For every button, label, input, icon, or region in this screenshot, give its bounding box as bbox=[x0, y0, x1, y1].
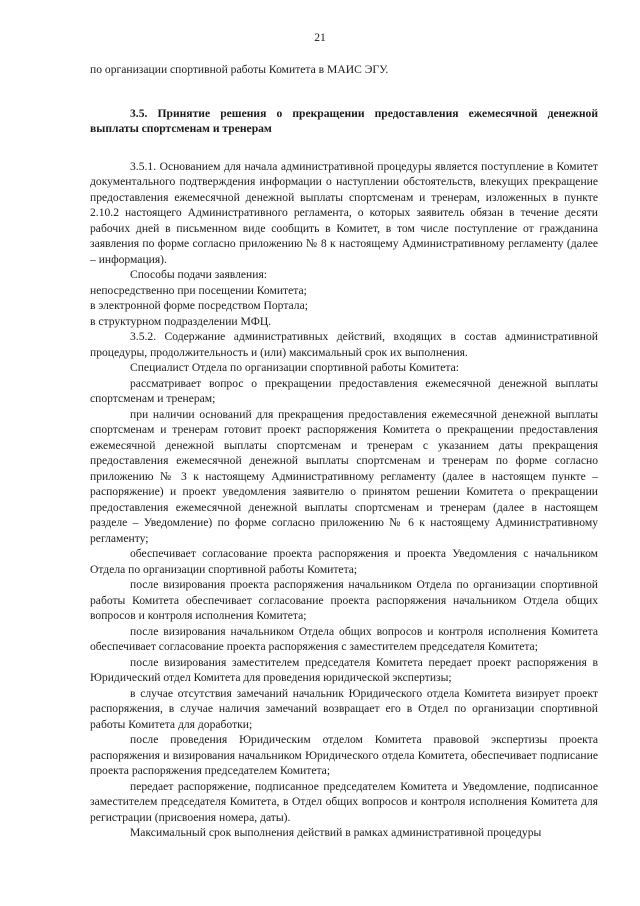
list-item-considers: рассматривает вопрос о прекращении предоставления ежемесячной денежной выплаты спортсменам и тренерам; bbox=[90, 376, 598, 405]
list-item-signing: после проведения Юридическим отделом Комитета правовой экспертизы проекта распоряжения и визирования начальником Юридического отдела Комитета, обеспечивает подписание проекта распоряжения председателем Комитета; bbox=[90, 733, 598, 777]
paragraph-3-5-1: 3.5.1. Основанием для начала административной процедуры является поступление в Комитет документального подтверждения информации о наступлении обстоятельств, влекущих прекращение предоставления ежемесячной денежной выплаты спортсменам и тренерам, изложенных в пункте 2.10.2 настоящего Административного регламента, о которых заявитель обязан в течение десяти рабочих дней в письменном виде сообщить в Комитет, в том числе поступление от гражданина заявления по форме согласно приложению № 8 к настоящему Административному регламенту (далее – информация). bbox=[90, 159, 598, 266]
paragraph-max-term: Максимальный срок выполнения действий в рамках административной процедуры bbox=[130, 826, 542, 839]
list-item-prepares-draft: при наличии оснований для прекращения предоставления ежемесячной денежной выплаты спортсменам и тренерам готовит проект распоряжения Комитета о прекращении предоставления ежемесячной денежной выплаты спортсменам и тренерам с указанием даты прекращения предоставления ежемесячной денежной выплаты спортсменам и тренерам по форме согласно приложению № 3 к настоящему Административному регламенту (далее в настоящем пункте – распоряжение) и проект уведомления заявителю о принятом решении Комитета о прекращении предоставления ежемесячной денежной выплаты спортсменам и тренерам (далее в настоящем разделе – Уведомление) по форме согласно приложению № 6 к настоящему Административному регламенту; bbox=[90, 407, 598, 545]
paragraph-specialist: Специалист Отдела по организации спортивной работы Комитета: bbox=[130, 361, 459, 374]
page-number: 21 bbox=[314, 31, 326, 44]
list-item-registration: передает распоряжение, подписанное председателем Комитета и Уведомление, подписанное заместителем председателя Комитета, в Отдел общих вопросов и контроля исполнения Комитета для регистрации (присвоения номера, даты). bbox=[90, 779, 598, 824]
list-item-after-visa-head: после визирования проекта распоряжения начальником Отдела по организации спортивной работы Комитета обеспечивает согласование проекта распоряжения начальником Отдела общих вопросов и контроля исполнения Комитета; bbox=[90, 578, 598, 622]
list-item-after-visa-general: после визирования начальником Отдела общих вопросов и контроля исполнения Комитета обеспечивает согласование проекта распоряжения с заместителем председателя Комитета; bbox=[90, 624, 598, 653]
list-item-in-person: непосредственно при посещении Комитета; bbox=[90, 283, 307, 297]
paragraph-submission-methods: Способы подачи заявления: bbox=[130, 268, 268, 281]
list-item-legal-review: в случае отсутствия замечаний начальник Юридического отдела Комитета визирует проект распоряжения, в случае наличия замечаний возвращает его в Отдел по организации спортивной работы Комитета для доработки; bbox=[90, 686, 598, 731]
list-item-portal: в электронной форме посредством Портала; bbox=[90, 299, 308, 312]
list-item-mfc: в структурном подразделении МФЦ. bbox=[90, 314, 272, 328]
paragraph-continuation: по организации спортивной работы Комитета в МАИС ЭГУ. bbox=[90, 63, 389, 76]
paragraph-3-5-2: 3.5.2. Содержание административных действий, входящих в состав административной процедуры, продолжительность и (или) максимальный срок их выполнения. bbox=[90, 330, 598, 359]
list-item-after-visa-deputy: после визирования заместителем председателя Комитета передает проект распоряжения в Юридический отдел Комитета для проведения юридической экспертизы; bbox=[90, 655, 598, 684]
section-heading-3-5: 3.5. Принятие решения о прекращении предоставления ежемесячной денежной выплаты спортсменам и тренерам bbox=[90, 106, 598, 135]
document-body bbox=[90, 62, 598, 841]
list-item-coordination: обеспечивает согласование проекта распоряжения и проекта Уведомления с начальником Отдела по организации спортивной работы Комитета; bbox=[90, 547, 598, 576]
